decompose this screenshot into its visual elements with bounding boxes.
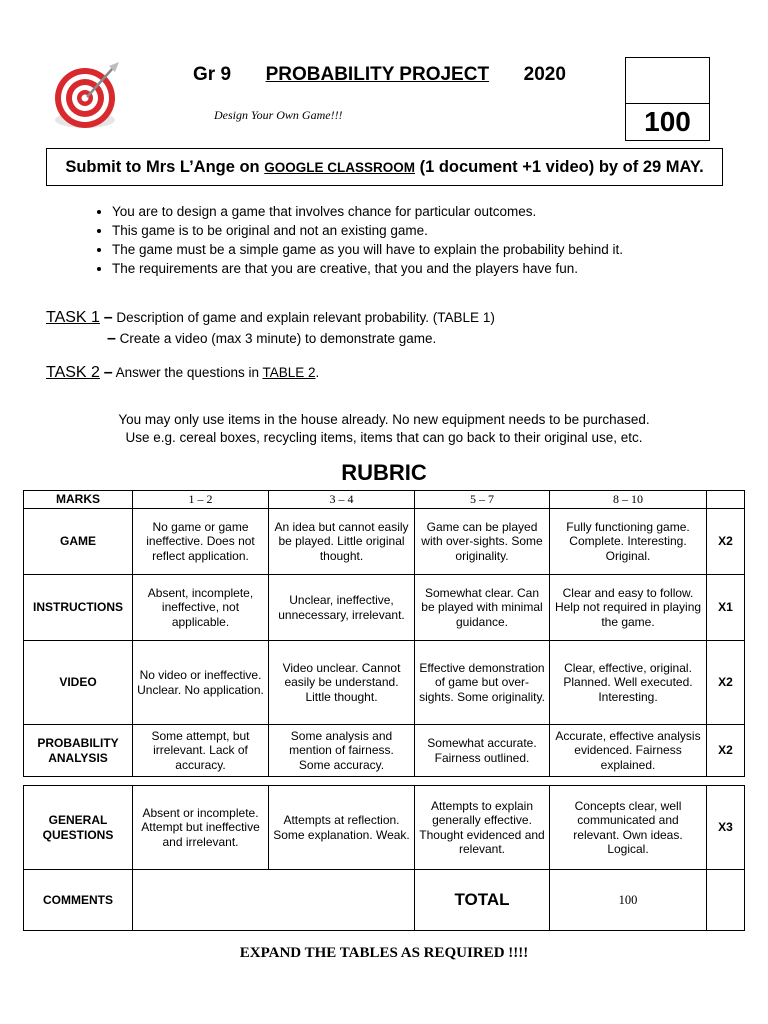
table-row [24,509,745,575]
grade-label: Gr 9 [193,64,232,85]
table-cell: Video unclear. Cannot easily be understand. Little thought. [269,641,415,725]
table-row [24,870,745,931]
target-icon [45,62,125,134]
table-cell: Fully functioning game. Complete. Interesting. Original. [550,509,707,575]
subtitle: Design Your Own Game!!! [214,108,343,122]
task-2-end: . [315,365,320,380]
row-label: GAME [24,509,133,575]
multiplier: X2 [707,725,745,777]
total-value: 100 [550,870,707,931]
multiplier: X2 [707,509,745,575]
task-dash: – [107,330,116,347]
comments-cell [133,870,415,931]
table-cell: Somewhat clear. Can be played with minimal guidance. [415,575,550,641]
table-cell: Clear, effective, original. Planned. Well executed. Interesting. [550,641,707,725]
table-cell: Some analysis and mention of fairness. Some accuracy. [269,725,415,777]
comments-label: COMMENTS [24,870,133,931]
task-1-video-text: Create a video (max 3 minute) to demonstrate game. [115,331,437,346]
table-cell: Game can be played with over-sights. Some originality. [415,509,550,575]
table-cell: Attempts to explain generally effective. Thought evidenced and relevant. [415,786,550,870]
task-1 [46,309,495,327]
table-cell: Concepts clear, well communicated and relevant. Own ideas. Logical. [550,786,707,870]
task-dash: – [103,364,113,381]
materials-note-line-2: Use e.g. cereal boxes, recycling items, items that can go back to their original use, etc. [125,430,643,445]
header-title [193,64,566,86]
table-row [24,491,745,509]
table-row [24,575,745,641]
rubric-table [23,490,745,777]
table-cell: Absent, incomplete, ineffective, not applicable. [133,575,269,641]
row-label: PROBABILITY ANALYSIS [24,725,133,777]
table-cell: No game or game ineffective. Does not reflect application. [133,509,269,575]
empty-cell [707,491,745,509]
task-1-description: Description of game and explain relevant probability. (TABLE 1) [112,310,495,325]
list-item: • This game is to be original and not an existing game. [112,221,768,240]
table-cell: Clear and easy to follow. Help not required in playing the game. [550,575,707,641]
footer-note: EXPAND THE TABLES AS REQUIRED !!!! [239,945,529,961]
rubric-table-2 [23,785,745,931]
marks-header: MARKS [24,491,133,509]
multiplier: X3 [707,786,745,870]
table-2-link: TABLE 2 [262,365,316,380]
multiplier: X1 [707,575,745,641]
range-header: 8 – 10 [550,491,707,509]
table-cell: Effective demonstration of game but over-sights. Some originality. [415,641,550,725]
row-label: VIDEO [24,641,133,725]
table-cell: Unclear, ineffective, unnecessary, irrelevant. [269,575,415,641]
list-item: • You are to design a game that involves chance for particular outcomes. [112,202,768,221]
task-2-label: TASK 2 [46,364,100,381]
list-item: • The requirements are that you are creative, that you and the players have fun. [112,259,768,278]
empty-cell [707,870,745,931]
table-cell: Attempts at reflection. Some explanation. Weak. [269,786,415,870]
total-label: TOTAL [415,870,550,931]
total-marks: 100 [644,106,691,137]
year-label: 2020 [523,64,566,85]
range-header: 5 – 7 [415,491,550,509]
table-cell: An idea but cannot easily be played. Little original thought. [269,509,415,575]
platform-name: GOOGLE CLASSROOM [264,160,415,175]
submit-suffix: (1 document +1 video) by of 29 MAY. [415,158,704,176]
task-1-video [107,330,436,348]
table-cell: Some attempt, but irrelevant. Lack of accuracy. [133,725,269,777]
materials-note-line-1: You may only use items in the house already. No new equipment needs to be purchased. [118,412,650,427]
row-label: INSTRUCTIONS [24,575,133,641]
list-item: • The game must be a simple game as you will have to explain the probability behind it. [112,240,768,259]
project-title: PROBABILITY PROJECT [265,64,490,85]
task-2 [46,364,319,382]
row-label: GENERAL QUESTIONS [24,786,133,870]
rubric-title: RUBRIC [341,460,427,485]
table-cell: Somewhat accurate. Fairness outlined. [415,725,550,777]
table-cell: Accurate, effective analysis evidenced. Fairness explained. [550,725,707,777]
table-cell: No video or ineffective. Unclear. No application. [133,641,269,725]
multiplier: X2 [707,641,745,725]
task-dash: – [103,309,113,326]
submit-prefix: Submit to Mrs L’Ange on [65,158,265,176]
score-box [625,57,710,141]
table-row [24,786,745,870]
table-row [24,725,745,777]
table-row [24,641,745,725]
requirements-list [70,202,768,278]
range-header: 3 – 4 [269,491,415,509]
task-2-text: Answer the questions in [112,365,263,380]
task-1-label: TASK 1 [46,309,100,326]
table-cell: Absent or incomplete. Attempt but ineffective and irrelevant. [133,786,269,870]
submit-instructions [46,148,723,186]
range-header: 1 – 2 [133,491,269,509]
